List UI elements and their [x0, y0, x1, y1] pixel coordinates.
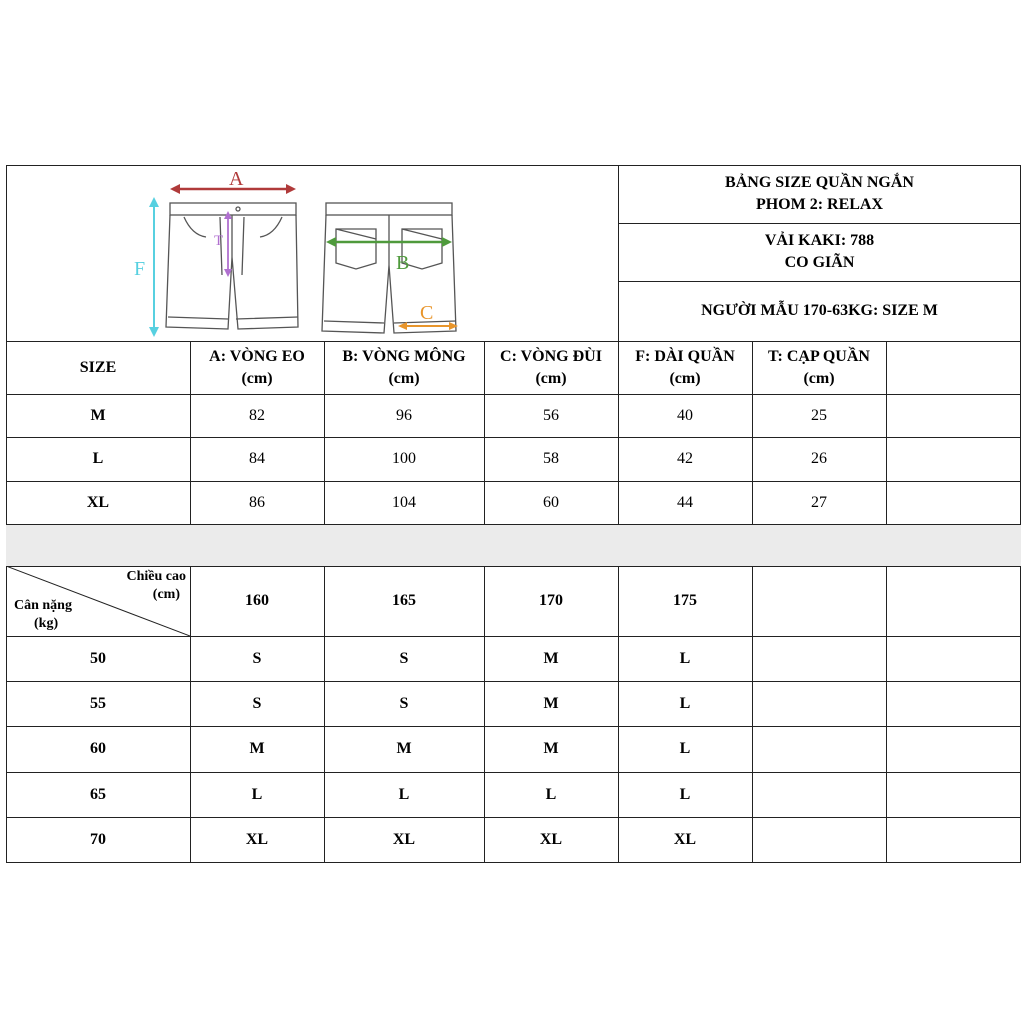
grid-line	[6, 681, 1021, 682]
corner-height-line2: (cm)	[152, 587, 180, 602]
grid-line	[618, 281, 1021, 282]
length-col-header	[618, 341, 752, 394]
col-header-line1: C: VÒNG ĐÙI	[500, 347, 602, 365]
size-row-label: M	[90, 406, 106, 424]
grid-line	[618, 566, 619, 863]
fit-cell: L	[679, 740, 691, 757]
weight-row-label: 65	[90, 785, 106, 803]
size-col-header	[6, 341, 190, 394]
table-cell: 82	[249, 406, 265, 424]
table-cell: 40	[677, 406, 693, 424]
table-cell: 84	[249, 450, 265, 467]
col-header-line1: T: CẠP QUẦN	[768, 347, 870, 365]
chart-title-line2: PHOM 2: RELAX	[755, 196, 884, 213]
chart-title	[618, 165, 1021, 223]
grid-line	[6, 394, 1021, 395]
weight-row-label: 50	[90, 649, 106, 667]
fabric-line2: CO GIÃN	[784, 254, 855, 271]
col-header-unit: (cm)	[803, 369, 835, 387]
label-c: C	[420, 302, 434, 324]
table-cell: 27	[811, 493, 827, 511]
separator-band	[6, 524, 1021, 566]
corner-weight-line2: (kg)	[34, 616, 59, 631]
grid-line	[6, 817, 1021, 818]
grid-line	[6, 165, 7, 524]
hip-col-header	[324, 341, 484, 394]
fabric-info	[618, 223, 1021, 281]
col-header-line1: A: VÒNG EO	[209, 347, 305, 365]
rise-col-header	[752, 341, 886, 394]
table-cell: 42	[677, 450, 693, 467]
grid-line	[618, 341, 619, 524]
fit-cell: S	[252, 694, 262, 712]
height-col-header: 175	[673, 592, 697, 609]
col-header-unit: (cm)	[669, 369, 701, 387]
fit-cell: L	[545, 785, 557, 803]
table-cell: 25	[811, 406, 827, 424]
weight-row-label: 55	[90, 694, 106, 712]
grid-line	[6, 165, 1021, 166]
grid-line	[6, 862, 1021, 863]
grid-line	[6, 481, 1021, 482]
waist-col-header	[190, 341, 324, 394]
fit-cell: M	[249, 740, 265, 757]
grid-line	[6, 772, 1021, 773]
table-cell: 26	[811, 450, 827, 467]
grid-line	[618, 223, 1021, 224]
fit-cell: XL	[673, 831, 697, 848]
height-col-header: 165	[392, 592, 416, 609]
fit-cell: L	[398, 785, 410, 803]
grid-line	[484, 566, 485, 863]
size-row-label: L	[92, 450, 104, 467]
col-header-unit: (cm)	[535, 369, 567, 387]
corner-height-label	[102, 566, 186, 606]
fit-cell: S	[399, 649, 409, 667]
grid-line	[886, 341, 887, 524]
table-cell: 60	[543, 493, 559, 511]
measure-f-arrow	[149, 197, 159, 337]
grid-line	[190, 566, 191, 863]
grid-line	[6, 726, 1021, 727]
label-f: F	[134, 258, 146, 280]
fit-cell: XL	[392, 831, 416, 848]
fit-cell: L	[679, 785, 691, 803]
front-shorts-drawing	[166, 203, 298, 329]
height-col-header: 170	[539, 592, 563, 609]
grid-line	[6, 566, 1021, 567]
fit-cell: M	[396, 740, 412, 757]
model-info	[618, 281, 1021, 341]
col-header-line1: F: DÀI QUẦN	[635, 347, 735, 365]
grid-line	[190, 341, 191, 524]
size-row-label: XL	[86, 493, 110, 511]
fit-cell: XL	[245, 831, 269, 848]
col-header-line1: B: VÒNG MÔNG	[342, 347, 466, 365]
model-text: NGƯỜI MẪU 170-63KG: SIZE M	[701, 302, 938, 319]
grid-line	[6, 566, 7, 863]
fit-cell: M	[543, 694, 559, 712]
table-cell: 100	[392, 450, 416, 467]
table-cell: 44	[677, 493, 693, 511]
fit-cell: XL	[539, 831, 563, 848]
size-chart-sheet	[6, 165, 1021, 863]
table-cell: 104	[392, 493, 416, 511]
corner-height-line1: Chiều cao	[126, 569, 186, 584]
grid-line	[752, 341, 753, 524]
grid-line	[324, 566, 325, 863]
fit-cell: L	[679, 649, 691, 667]
label-a: A	[229, 168, 244, 190]
shorts-diagram	[126, 165, 466, 340]
label-t: T	[214, 233, 224, 249]
fit-cell: S	[399, 694, 409, 712]
table-cell: 96	[396, 406, 412, 424]
fit-cell: L	[679, 694, 691, 712]
chart-title-line1: BẢNG SIZE QUẦN NGẮN	[725, 174, 914, 191]
weight-row-label: 60	[90, 740, 106, 757]
grid-line	[324, 341, 325, 524]
grid-line	[6, 341, 1021, 342]
col-header-unit: (cm)	[241, 369, 273, 387]
back-shorts-drawing	[322, 203, 456, 333]
height-col-header: 160	[245, 592, 269, 609]
fit-cell: M	[543, 740, 559, 757]
fabric-line1: VẢI KAKI: 788	[764, 232, 875, 249]
size-col-header-label: SIZE	[79, 358, 117, 376]
grid-line	[6, 524, 1021, 525]
table-cell: 58	[543, 450, 559, 467]
fit-cell: L	[251, 785, 263, 803]
corner-weight-label	[8, 595, 98, 635]
grid-line	[886, 566, 887, 863]
fit-cell: S	[252, 649, 262, 667]
grid-line	[484, 341, 485, 524]
col-header-unit: (cm)	[388, 369, 420, 387]
table-cell: 56	[543, 406, 559, 424]
grid-line	[752, 566, 753, 863]
weight-row-label: 70	[90, 831, 106, 848]
fit-cell: M	[543, 649, 559, 667]
thigh-col-header	[484, 341, 618, 394]
grid-line	[1020, 165, 1021, 524]
table-cell: 86	[249, 493, 265, 511]
corner-weight-line1: Cân nặng	[14, 598, 72, 613]
grid-line	[6, 437, 1021, 438]
grid-line	[618, 165, 619, 341]
grid-line	[6, 636, 1021, 637]
label-b: B	[396, 252, 410, 274]
grid-line	[1020, 566, 1021, 863]
